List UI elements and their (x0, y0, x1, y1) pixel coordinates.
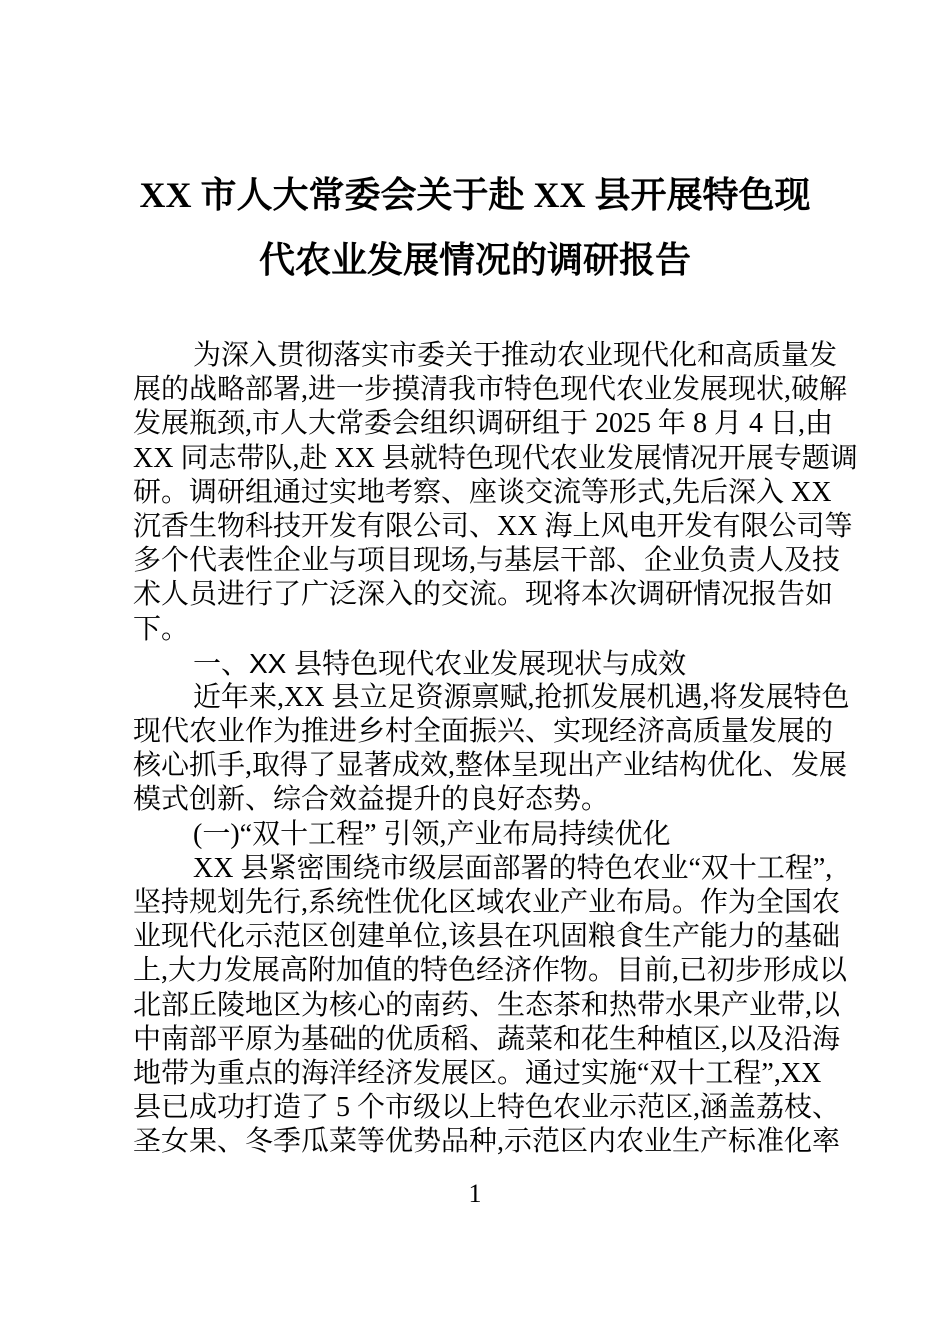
page-number: 1 (468, 1179, 482, 1208)
paragraph-line: 业现代化示范区创建单位,该县在巩固粮食生产能力的基础 (133, 921, 841, 953)
paragraph-line: 圣女果、冬季瓜菜等优势品种,示范区内农业生产标准化率 (133, 1126, 841, 1158)
paragraph-line: 县已成功打造了 5 个市级以上特色农业示范区,涵盖荔枝、 (133, 1092, 841, 1124)
paragraph-line: 研。调研组通过实地考察、座谈交流等形式,先后深入 XX (133, 476, 832, 508)
paragraph-line: 北部丘陵地区为核心的南药、生态茶和热带水果产业带,以 (133, 989, 841, 1021)
paragraph-line: 近年来,XX 县立足资源禀赋,抢抓发展机遇,将发展特色 (193, 681, 850, 713)
document-body (133, 339, 858, 1160)
document-title (0, 163, 950, 293)
paragraph-line: 核心抓手,取得了显著成效,整体呈现出产业结构优化、发展 (133, 750, 848, 782)
section-heading: 一、XX 县特色现代农业发展现状与成效 (193, 647, 687, 679)
paragraph-line: 坚持规划先行,系统性优化区域农业产业布局。作为全国农 (133, 887, 841, 918)
paragraph-line: 发展瓶颈,市人大常委会组织调研组于 2025 年 8 月 4 日,由 (133, 408, 834, 440)
subsection-heading: (一)“双十工程” 引领,产业布局持续优化 (193, 818, 671, 850)
paragraph-line: 模式创新、综合效益提升的良好态势。 (133, 784, 610, 816)
title-line-2: 代农业发展情况的调研报告 (258, 240, 691, 280)
paragraph-line: 现代农业作为推进乡村全面振兴、实现经济高质量发展的 (133, 716, 834, 748)
paragraph-line: 上,大力发展高附加值的特色经济作物。目前,已初步形成以 (133, 955, 848, 987)
paragraph-line: 地带为重点的海洋经济发展区。通过实施“双十工程”,XX (133, 1057, 822, 1089)
paragraph-line: 沉香生物科技开发有限公司、XX 海上风电开发有限公司等 (133, 510, 853, 542)
paragraph-line: XX 同志带队,赴 XX 县就特色现代农业发展情况开展专题调 (133, 442, 858, 474)
title-line-1: XX 市人大常委会关于赴 XX 县开展特色现 (139, 175, 811, 215)
paragraph-line: 下。 (133, 613, 190, 645)
paragraph-line: 多个代表性企业与项目现场,与基层干部、企业负责人及技 (133, 545, 841, 577)
paragraph-line: 为深入贯彻落实市委关于推动农业现代化和高质量发 (193, 340, 838, 371)
paragraph-line: 展的战略部署,进一步摸清我市特色现代农业发展现状,破解 (133, 374, 848, 406)
paragraph-line: XX 县紧密围绕市级层面部署的特色农业“双十工程”, (193, 852, 833, 884)
paragraph-line: 术人员进行了广泛深入的交流。现将本次调研情况报告如 (133, 579, 834, 611)
paragraph-line: 中南部平原为基础的优质稻、蔬菜和花生种植区,以及沿海 (133, 1023, 841, 1055)
